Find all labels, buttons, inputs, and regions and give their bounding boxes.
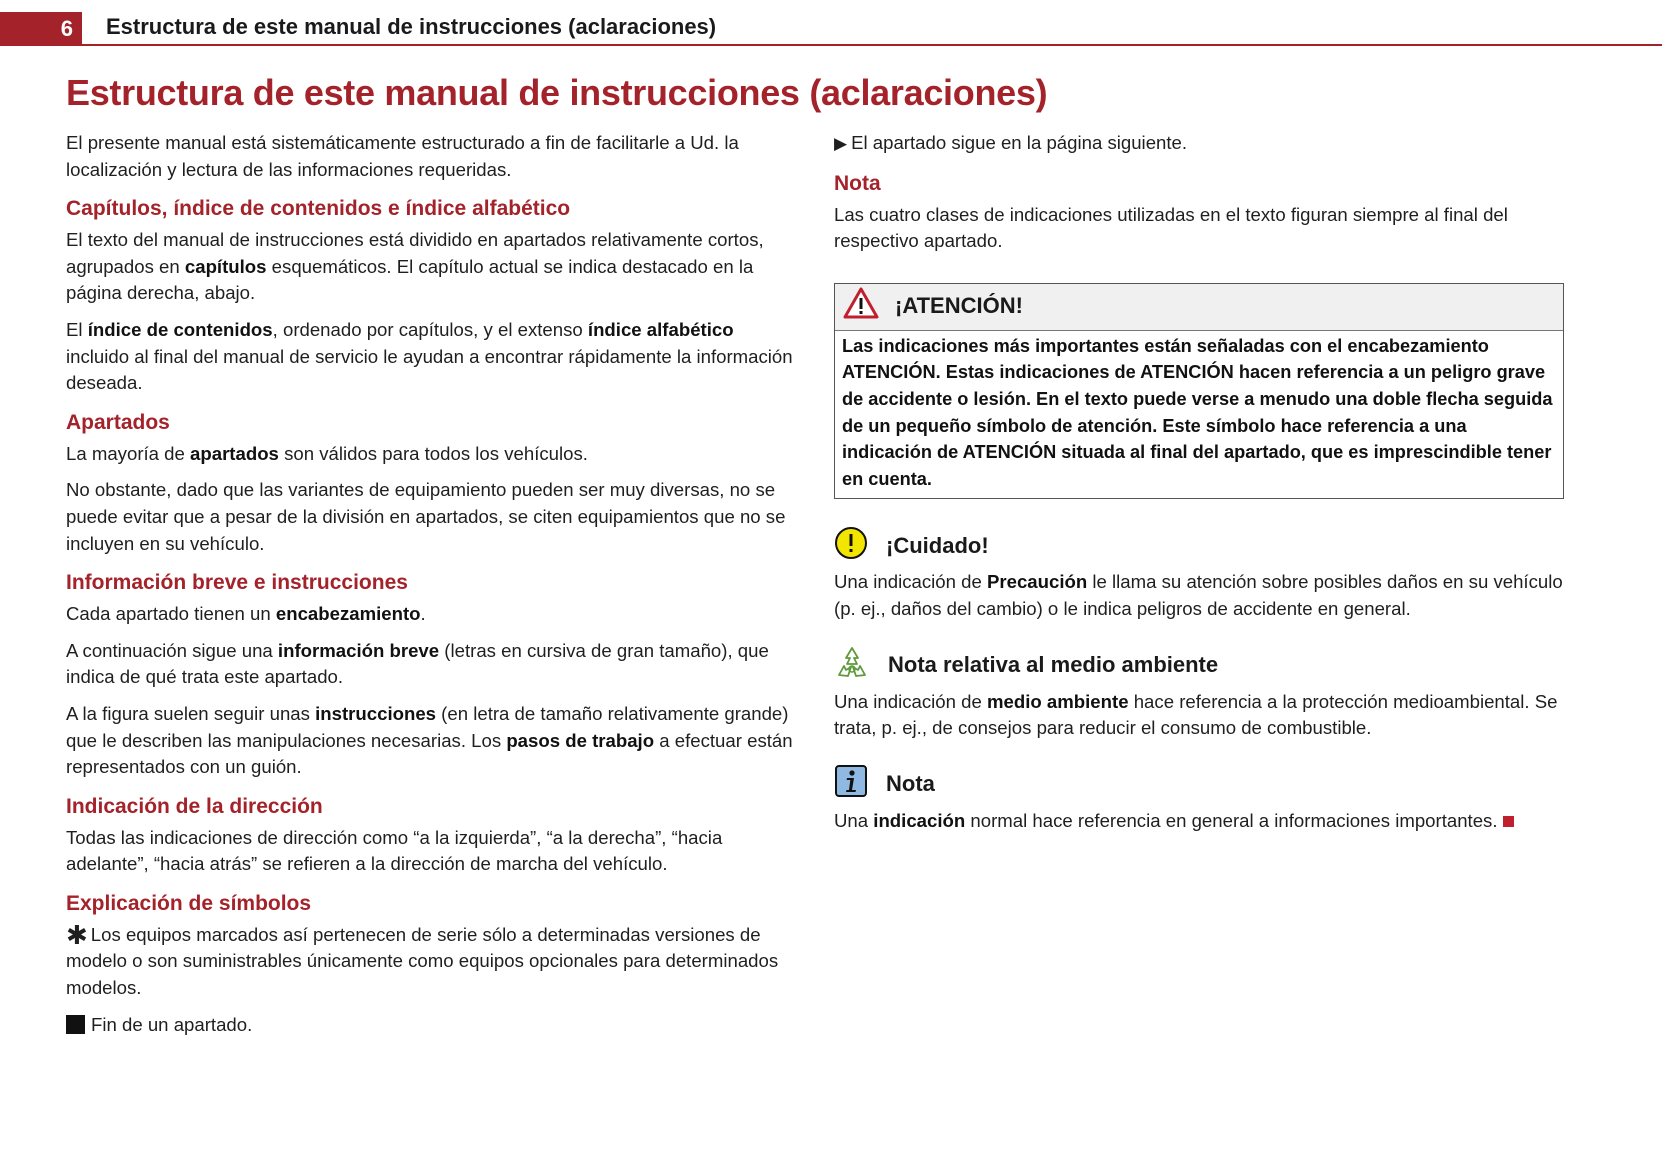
section-heading-capitulos: Capítulos, índice de contenidos e índice alfabético [66, 197, 571, 221]
paragraph: La mayoría de apartados son válidos para todos los vehículos. [66, 442, 588, 464]
triangle-right-icon: ▶ [834, 134, 848, 153]
paragraph: Todas las indicaciones de dirección como “a la izquierda”, “a la derecha”, “hacia adelante”, “hacia atrás” se refieren a la dirección de marcha del vehículo. [66, 826, 723, 875]
environment-title: Nota relativa al medio ambiente [888, 652, 1219, 678]
section-heading-nota: Nota [834, 171, 881, 195]
info-header [834, 768, 1564, 802]
end-square-red-icon [1503, 816, 1514, 827]
caution-circle-icon [834, 526, 868, 568]
running-title: Estructura de este manual de instrucciones (aclaraciones) [106, 14, 717, 39]
caution-header [834, 529, 1564, 563]
paragraph: El índice de contenidos, ordenado por capítulos, y el extenso índice alfabético incluido al final del manual de servicio le ayudan a encontrar rápidamente la información deseada. [66, 318, 793, 394]
header-rule [0, 44, 1662, 46]
info-title: Nota [886, 771, 935, 797]
warning-box [834, 283, 1564, 500]
paragraph: Cada apartado tienen un encabezamiento. [66, 603, 426, 625]
paragraph: No obstante, dado que las variantes de equipamiento pueden ser muy diversas, no se puede evitar que a pesar de la división en apartados, se citen equipamientos que no se incluyen en su vehículo. [66, 479, 786, 554]
page-header [0, 0, 1662, 48]
paragraph: Una indicación de Precaución le llama su atención sobre posibles daños en su vehículo (p. ej., daños del cambio) o le indica peligros de accidente en general. [834, 571, 1563, 619]
warning-triangle-icon [843, 287, 879, 327]
right-column [834, 130, 1564, 860]
section-heading-apartados: Apartados [66, 410, 170, 434]
environment-header [834, 649, 1564, 683]
caution-block [834, 529, 1564, 622]
warning-title: ¡ATENCIÓN! [895, 293, 1023, 319]
asterisk-icon: ✱ [66, 919, 88, 950]
recycle-leaf-icon [834, 645, 870, 687]
paragraph: Una indicación normal hace referencia en general a informaciones importantes. [834, 808, 1564, 835]
paragraph: Las cuatro clases de indicaciones utilizadas en el texto figuran siempre al final del respectivo apartado. [834, 203, 1508, 252]
left-column [66, 130, 796, 1048]
paragraph: El texto del manual de instrucciones está dividido en apartados relativamente cortos, agrupados en capítulos esquemáticos. El capítulo actual se indica destacado en la página derecha, abajo. [66, 229, 764, 304]
info-block [834, 768, 1564, 835]
info-i-icon [834, 764, 868, 806]
page-number: 6 [0, 12, 82, 45]
warning-header [835, 284, 1563, 331]
section-heading-direccion: Indicación de la dirección [66, 794, 323, 818]
intro-paragraph: El presente manual está sistemáticamente estructurado a fin de facilitarle a Ud. la localización y lectura de las informaciones requeridas. [66, 132, 739, 180]
caution-title: ¡Cuidado! [886, 533, 989, 559]
paragraph: Una indicación de medio ambiente hace referencia a la protección medioambiental. Se trata, p. ej., de consejos para reducir el consumo de combustible. [834, 690, 1558, 739]
section-heading-simbolos: Explicación de símbolos [66, 891, 312, 915]
paragraph: A continuación sigue una información breve (letras en cursiva de gran tamaño), que indica de qué trata este apartado. [66, 639, 769, 688]
warning-text: Las indicaciones más importantes están señaladas con el encabezamiento ATENCIÓN. Estas indicaciones de ATENCIÓN hacen referencia a un peligro grave de accidente o lesión. En el texto puede verse a menudo una doble flecha seguida de un pequeño símbolo de atención. Este símbolo hace referencia a una indicación de ATENCIÓN situada al final del apartado, que es imprescindible tener en cuenta. [842, 335, 1553, 489]
section-heading-informacion: Información breve e instrucciones [66, 571, 408, 595]
continue-note: ▶ El apartado sigue en la página siguiente. [834, 132, 1188, 153]
paragraph: A la figura suelen seguir unas instrucciones (en letra de tamaño relativamente grande) que le describen las manipulaciones necesarias. Los pasos de trabajo a efectuar están representados con un guión. [66, 702, 793, 778]
environment-block [834, 649, 1564, 742]
end-square-icon [66, 1015, 85, 1034]
paragraph: Fin de un apartado. [66, 1012, 796, 1039]
page-title: Estructura de este manual de instrucciones (aclaraciones) [66, 72, 1048, 113]
paragraph: ✱ Los equipos marcados así pertenecen de serie sólo a determinadas versiones de modelo o son suministrables únicamente como equipos opcionales para determinados modelos. [66, 919, 779, 999]
